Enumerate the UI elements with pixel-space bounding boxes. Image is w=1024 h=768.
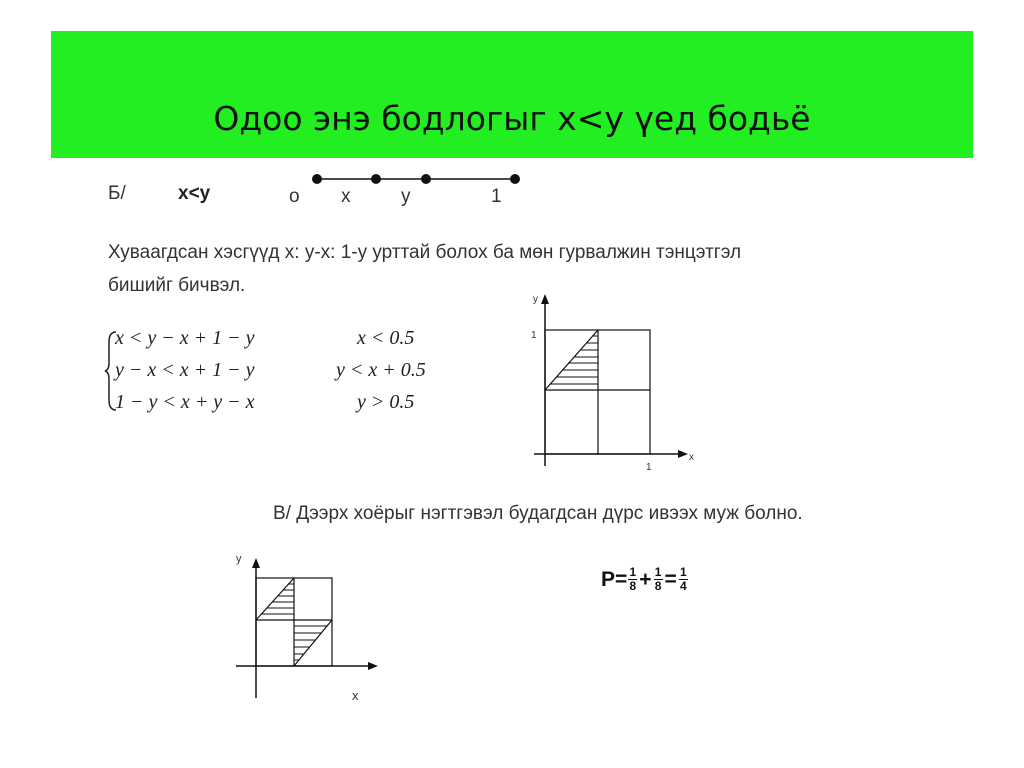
system-row-3-left: 1 − y < x + y − x [115,391,255,413]
part-b-label: Б/ [108,183,126,204]
system-row-2-left: y − x < x + 1 − y [115,359,255,381]
graph-1-y-label: y [533,294,538,305]
point-x [371,174,381,184]
slide-title: Одоо энэ бодлогыг x<y үед бодьё [213,99,811,138]
graph-1-x-tick: 1 [646,462,652,473]
fraction-1-denominator: 8 [629,579,637,593]
description-line-2: бишийг бичвэл. [108,275,246,296]
probability-formula [601,566,689,593]
graph-2-y-arrow-icon [252,558,260,568]
graph-1-y-arrow-icon [541,294,549,304]
graph-1-shaded-region [545,330,598,390]
description-line-1: Хуваагдсан хэсгүүд x: y-x: 1-y урттай болох ба мөн гурвалжин тэнцэтгэл [108,242,742,263]
equals-sign: = [664,567,677,591]
graph-1-x-arrow-icon [678,450,688,458]
number-line-label-1: 1 [491,186,502,207]
graph-2-y-label: y [236,553,242,565]
system-row-1-left: x < y − x + 1 − y [115,327,255,349]
fraction-3 [679,566,688,593]
part-b-condition: x<y [178,183,211,204]
fraction-1-numerator: 1 [629,565,637,579]
number-line-label-o: o [289,186,300,207]
fraction-2-denominator: 8 [654,579,662,593]
graph-2 [228,548,388,710]
system-row-1-right: x < 0.5 [357,327,415,349]
system-row-3-right: y > 0.5 [357,391,415,413]
fraction-3-denominator: 4 [679,579,687,593]
number-line [285,168,525,208]
point-0 [312,174,322,184]
graph-2-x-label: x [352,688,359,703]
graph-1-y-tick: 1 [531,330,537,341]
point-1 [510,174,520,184]
number-line-label-x: x [341,186,351,207]
fraction-3-numerator: 1 [679,565,687,579]
fraction-2-numerator: 1 [654,565,662,579]
graph-1-x-label: x [689,452,694,463]
graph-2-x-arrow-icon [368,662,378,670]
graph-1 [520,288,700,478]
plus-sign: + [639,567,652,591]
probability-lhs: P= [601,567,628,591]
point-y [421,174,431,184]
fraction-1 [628,566,637,593]
graph-2-shaded-region-upper [256,578,294,620]
number-line-label-y: y [401,186,411,207]
title-bar [51,31,973,158]
graph-2-shaded-region-lower [294,620,332,666]
fraction-2 [654,566,663,593]
part-v-text: В/ Дээрх хоёрыг нэгтгэвэл будагдсан дүрс ивээх муж болно. [273,503,803,524]
system-row-2-right: y < x + 0.5 [336,359,426,381]
